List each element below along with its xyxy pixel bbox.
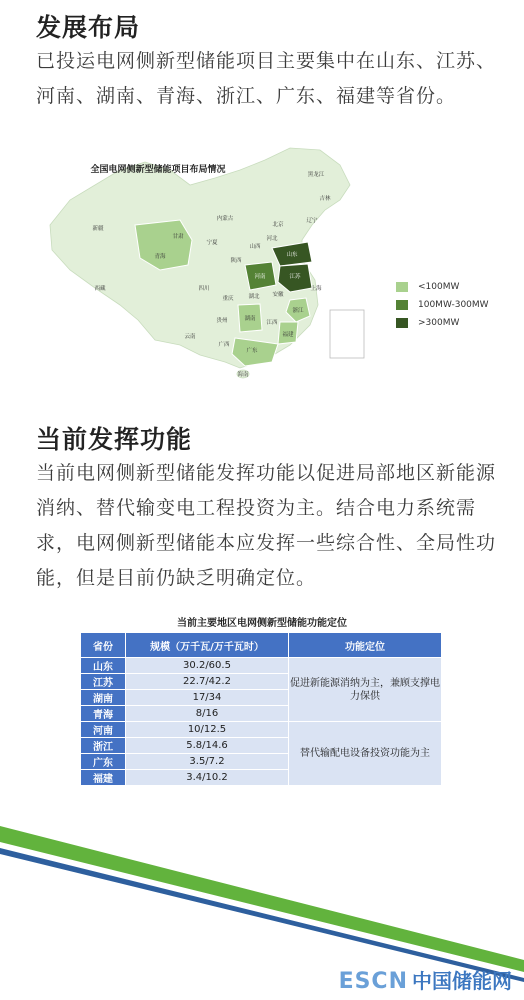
cell-province: 山东 [81,658,126,674]
cell-province: 浙江 [81,738,126,754]
cell-scale: 22.7/42.2 [126,674,289,690]
section-paragraph-layout: 已投运电网侧新型储能项目主要集中在山东、江苏、河南、湖南、青海、浙江、广东、福建等省份。 [36,50,497,107]
map-legend [396,278,489,332]
map-label: 云南 [184,334,196,340]
cell-scale: 8/16 [126,706,289,722]
legend-item [396,296,489,314]
cell-function: 替代输配电设备投资功能为主 [289,722,442,786]
map-label: 内蒙古 [216,216,234,222]
cell-province: 江苏 [81,674,126,690]
legend-item [396,278,489,296]
map-label: 海南 [237,372,249,378]
cell-scale: 10/12.5 [126,722,289,738]
legend-label: >300MW [418,318,460,328]
logo-text-en: ESCN [338,969,408,994]
map-label: 宁夏 [206,240,218,246]
blue-stripe [0,848,524,982]
section-heading-layout: 发展布局 [36,13,141,42]
map-label: 黑龙江 [307,172,325,178]
cell-scale: 5.8/14.6 [126,738,289,754]
china-storage-map [40,140,380,380]
cell-province: 青海 [81,706,126,722]
map-label: 辽宁 [306,218,318,224]
map-label: 湖北 [248,294,260,300]
south-sea-inset [330,310,364,358]
map-label: 河北 [266,236,278,242]
map-label: 安徽 [272,292,284,298]
map-title: 全国电网侧新型储能项目布局情况 [90,165,226,175]
map-label: 河南 [254,274,266,280]
map-label: 湖南 [244,316,256,322]
cell-province: 湖南 [81,690,126,706]
green-stripe [0,826,524,972]
map-label: 广东 [246,348,258,354]
cell-scale: 3.5/7.2 [126,754,289,770]
map-label: 山东 [286,252,298,258]
map-label: 福建 [282,332,294,338]
map-label: 四川 [198,286,210,292]
legend-swatch [396,282,408,292]
section-paragraph-function: 当前电网侧新型储能发挥功能以促进局部地区新能源消纳、替代输变电工程投资为主。结合电力系统需求，电网侧新型储能本应发挥一些综合性、全局性功能，但是目前仍缺乏明确定位。 [36,462,497,589]
header-function: 功能定位 [289,633,442,658]
map-label: 新疆 [92,226,104,232]
table-row [81,658,442,674]
map-label: 山西 [249,244,261,250]
legend-swatch [396,318,408,328]
header-province: 省份 [81,633,126,658]
map-label: 上海 [310,286,322,292]
cell-province: 河南 [81,722,126,738]
cell-scale: 3.4/10.2 [126,770,289,786]
map-label: 甘肃 [172,234,184,240]
map-label: 江苏 [289,274,301,280]
cell-province: 广东 [81,754,126,770]
legend-label: 100MW-300MW [418,300,489,310]
map-label: 吉林 [319,196,331,202]
function-table [80,632,442,786]
legend-label: <100MW [418,282,460,292]
cell-scale: 30.2/60.5 [126,658,289,674]
table-title: 当前主要地区电网侧新型储能功能定位 [177,618,347,629]
cell-province: 福建 [81,770,126,786]
header-scale: 规模（万千瓦/万千瓦时） [126,633,289,658]
map-label: 北京 [272,222,284,228]
section-heading-function: 当前发挥功能 [36,425,193,454]
map-label: 广西 [218,342,230,348]
logo-text-cn: 中国储能网 [412,969,512,993]
map-label: 浙江 [292,308,304,314]
map-label: 江西 [266,320,278,326]
map-label: 西藏 [94,286,106,292]
table-header-row [81,633,442,658]
map-label: 陕西 [230,258,242,264]
map-label: 贵州 [216,318,228,324]
legend-swatch [396,300,408,310]
map-label: 青海 [154,254,166,260]
cell-function: 促进新能源消纳为主，兼顾支撑电力保供 [289,658,442,722]
legend-item [396,314,489,332]
escn-logo [339,965,512,994]
table-row [81,722,442,738]
cell-scale: 17/34 [126,690,289,706]
map-label: 重庆 [222,296,234,302]
